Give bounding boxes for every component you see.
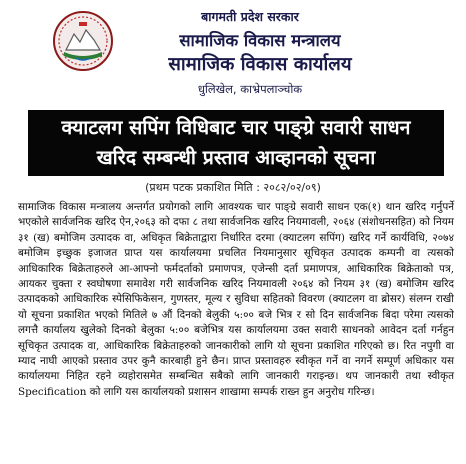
office-name: सामाजिक विकास कार्यालय <box>168 54 352 75</box>
notice-body: सामाजिक विकास मन्त्रालय अन्तर्गत प्रयोगको लागि आवश्यक चार पाङ्ग्रे सवारी साधन एक(१) थान खरिद गर्नुपर्ने भएकोले सार्वजनिक खरिद ऐन,२०६३ को दफा ८ तथा सार्वजनिक खरिद नियमावली, २०६४ (संशोधनसहित) को नियम ३१ (ख) बमोजिम उत्पादक वा, अधिकृत बिक्रेताद्वारा निर्धारित दरमा (क्याटलग सपिंग) खरिद गर्ने कार्यविधि, २०७४ बमोजिम इच्छुक इजाजत प्राप्त यस कार्यालयमा प्रचलित नियमानुसार सूचिकृत उत्पादक कम्पनी वा त्यसको आधिकारिक बिक्रेताहरुले आ-आफ्नो फर्मदर्ताको प्रमाणपत्र, एजेन्सी दर्ता प्रमाणपत्र, आधिकारिक बिक्रेताको पत्र, आयकर चुक्ता र स्वघोषणा समावेश गरी सार्वजनिक खरिद नियमावली २०६४ को नियम ३१ (ख) बमोजिम खरिद उत्पादकको आधिकारिक स्पेसिफिकेसन, गुणस्तर, मूल्य र सुविधा सहितको विवरण (क्याटलग वा ब्रोसर) संलग्न राखी यो सूचना प्रकाशित भएको मितिले ७ औं दिनको बेलुकी ५:०० बजे भित्र र सो दिन सार्वजनिक बिदा परेमा त्यसको लगत्तै कार्यालय खुलेको दिनको बेलुका ५:०० बजेभित्र यस कार्यालयमा उक्त सवारी साधनको आवेदन दर्ता गर्नहुन सूचिकृत उत्पादक वा, आधिकारिक बिक्रेताहरुको जानकारीको लागि यो सूचना प्रकाशित गरिएको छ। रित नपुगी वा म्याद नाघी आएको प्रस्ताव उपर कुनै कारबाही हुने छैन। प्राप्त प्रस्तावहरु स्वीकृत गर्ने वा नगर्ने सम्पूर्ण अधिकार यस कार्यालयमा निहित रहने व्यहोरासमेत सम्बन्धित सबैको लागि जानकारी गराइन्छ। थप जानकारी तथा स्वीकृत Specification को लागि यस कार्यालयको प्रशासन शाखामा सम्पर्क राख्न हुन अनुरोध गरिन्छ। <box>18 201 454 398</box>
office-address: धुलिखेल, काभ्रेपलाञ्चोक <box>197 82 303 96</box>
nepal-emblem-icon <box>52 10 114 72</box>
first-published-date: (प्रथम पटक प्रकाशित मिति : २०८२/०२/०९) <box>145 181 321 194</box>
government-name: बागमती प्रदेश सरकार <box>201 9 299 24</box>
notice-title-line-1: क्याटलग सपिंग विधिबाट चार पाङ्ग्रे सवारी साधन <box>61 116 411 139</box>
ministry-name: सामाजिक विकास मन्त्रालय <box>179 31 341 50</box>
notice-title-line-2: खरिद सम्बन्धी प्रस्ताव आव्हानको सूचना <box>96 146 376 169</box>
notice-header <box>0 0 466 108</box>
notice-title-banner <box>28 110 444 176</box>
